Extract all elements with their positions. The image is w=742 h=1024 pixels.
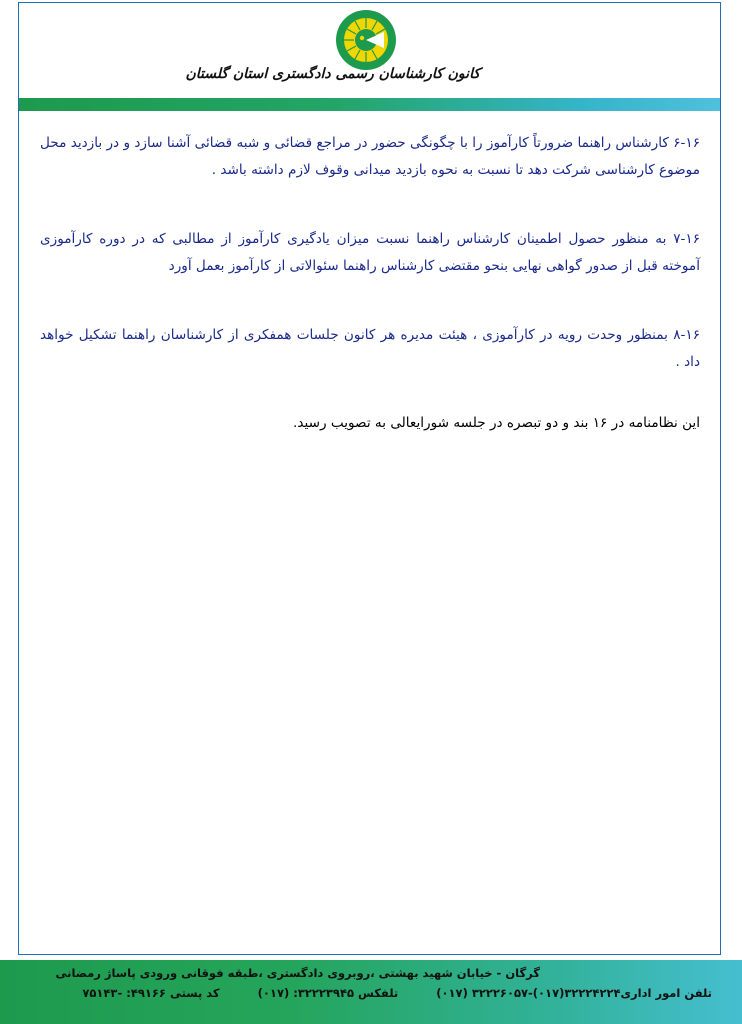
clause-paragraph: ۷-۱۶ به منظور حصول اطمینان کارشناس راهنما نسبت میزان یادگیری کارآموز از مطالبی که در دوره کارآموزی آموخته قبل از صدور گواهی نهایی بنحو مقتضی کارشناس راهنما سئوالاتی از کارآموز بعمل آورد bbox=[40, 231, 700, 274]
footer-address: گرگان - خیابان شهید بهشتی ،روبروی دادگستری ،طبقه فوقانی ورودی پاساژ رمضانی bbox=[55, 966, 540, 980]
org-emblem-icon bbox=[334, 8, 398, 72]
org-name: کانون کارشناسان رسمی دادگستری استان گلستان bbox=[185, 66, 480, 82]
closing-statement: این نظامنامه در ۱۶ بند و دو تبصره در جلسه شورایعالی به تصویب رسید. bbox=[293, 415, 700, 431]
footer-postal: کد پستی ۴۹۱۶۶: -۷۵۱۴۳ bbox=[82, 986, 220, 1000]
clause-paragraph: ۸-۱۶ بمنظور وحدت رویه در کارآموزی ، هیئت مدیره هر کانون جلسات همفکری از کارشناسان راهنما تشکیل خواهد داد . bbox=[40, 327, 700, 370]
footer bbox=[0, 960, 742, 1024]
clause-paragraph: ۶-۱۶ کارشناس راهنما ضرورتاً کارآموز را با چگونگی حضور در مراجع قضائی و شبه قضائی آشنا سازد و در بازدید محل موضوع کارشناسی شرکت دهد تا نسبت به نحوه بازدید میدانی وقوف لازم داشته باشد . bbox=[40, 135, 700, 178]
document-body bbox=[40, 130, 700, 479]
header-divider bbox=[19, 98, 720, 111]
footer-phone: تلفن امور اداری۳۲۲۲۴۲۲۴(۰۱۷)-۳۲۲۲۶۰۵۷ (۰۱۷) bbox=[436, 986, 712, 1000]
footer-contact bbox=[12, 986, 712, 1000]
footer-fax: تلفکس ۳۲۲۲۳۹۴۵: (۰۱۷) bbox=[257, 986, 399, 1000]
